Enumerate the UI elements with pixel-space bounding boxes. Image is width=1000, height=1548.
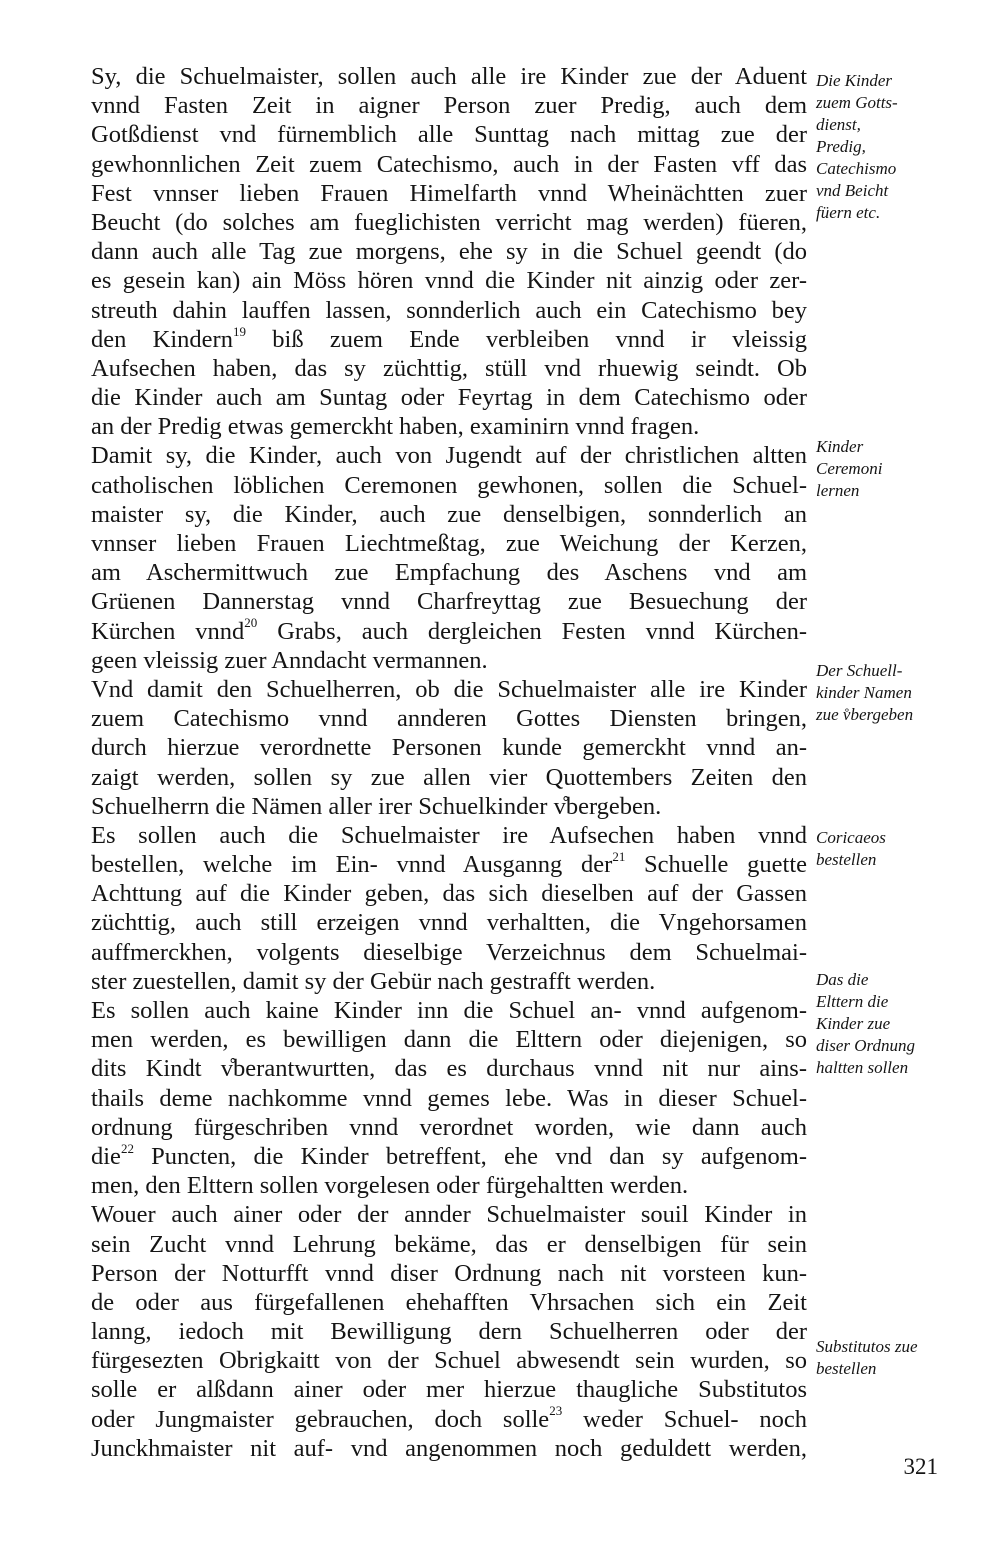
margin-note-schuelkinder-namen (816, 660, 996, 726)
margin-note-line: dienst, (816, 115, 861, 134)
margin-note-kinder-ceremoni (816, 436, 996, 502)
footnote-marker: 21 (612, 848, 626, 864)
text-line: an der Predig etwas gemerckht haben, examinirn vnnd fragen. (91, 413, 700, 441)
margin-note-coricaeos (816, 827, 996, 871)
text-line: oder Jungmaister gebrauchen, doch solle$^{23}$ weder Schuel- noch (91, 1403, 807, 1433)
text-line: solle er alßdann ainer oder mer hierzue thaugliche Substitutos (91, 1376, 807, 1404)
text-line: es gesein kan) ain Möss hören vnnd die Kinder nit ainzig oder zer- (91, 267, 807, 295)
margin-note-line: Elttern die (816, 992, 889, 1011)
text-line: Wouer auch ainer oder der annder Schuelmaister souil Kinder in (91, 1201, 807, 1229)
text-line: streuth dahin lauffen lassen, sonnderlich auch ein Catechismo bey (91, 296, 807, 324)
page-number: 321 (903, 1454, 938, 1479)
text-line: bestellen, welche im Ein- vnnd Ausganng der$^{21}$ Schuelle guette (91, 848, 808, 879)
text-line: vnnser lieben Frauen Liechtmeßtag, zue Weichung der Kerzen, (91, 530, 807, 557)
text-line: Person der Notturfft vnnd diser Ordnung nach nit vorsteen kun- (91, 1259, 807, 1287)
text-line: die$^{22}$ Puncten, die Kinder betreffent, ehe vnd dan sy aufgenom- (91, 1140, 807, 1170)
margin-note-line: Catechismo (816, 159, 897, 178)
text-line: dits Kindt v̊berantwurtten, das es durchaus vnnd nit nur ains- (91, 1055, 807, 1083)
margin-note-substitutos (816, 1336, 996, 1380)
margin-note-line: diser Ordnung (816, 1036, 916, 1055)
text-line: Junckhmaister nit auf- vnd angenommen noch geduldett werden, (91, 1434, 807, 1462)
margin-note-elttern-ordnung (816, 969, 996, 1079)
text-line: Damit sy, die Kinder, auch von Jugendt auf der christlichen altten (91, 442, 807, 470)
text-line: Kürchen vnnd$^{20}$ Grabs, auch dergleichen Festen vnnd Kürchen- (91, 615, 807, 645)
text-line: den Kindern$^{19}$ biß zuem Ende verbleiben vnnd ir vleissig (91, 323, 807, 353)
text-line: gewhonnlichen Zeit zuem Catechismo, auch in der Fasten vff das (91, 150, 807, 178)
footnote-marker: 22 (120, 1140, 134, 1156)
margin-note-line: zuem Gotts- (816, 93, 898, 112)
margin-note-line: lernen (816, 481, 860, 500)
margin-note-line: Der Schuell- (816, 661, 903, 680)
text-line: Es sollen auch kaine Kinder inn die Schuel an- vnnd aufgenom- (91, 997, 807, 1024)
text-line: die Kinder auch am Suntag oder Feyrtag in dem Catechismo oder (91, 384, 807, 412)
text-line: Aufsechen haben, das sy züchttig, stüll vnd rhuewig seindt. Ob (91, 354, 807, 382)
margin-note-line: Die Kinder (816, 71, 893, 90)
text-line: sein Zucht vnnd Lehrung bekäme, das er denselbigen für sein (91, 1230, 807, 1258)
text-line: ordnung fürgeschriben vnnd verordnet worden, wie dann auch (91, 1113, 807, 1141)
text-line: Achttung auf die Kinder geben, das sich dieselben auf der Gassen (91, 880, 807, 908)
margin-note-line: Kinder (816, 437, 864, 456)
text-line: am Aschermittwuch zue Empfachung des Aschens vnd am (91, 559, 807, 587)
margin-note-line: Coricaeos (816, 828, 886, 847)
text-line: fürgesezten Obrigkaitt von der Schuel abwesendt sein wurden, so (91, 1347, 807, 1375)
footnote-marker: 23 (549, 1403, 563, 1419)
text-line: zaigt werden, sollen sy zue allen vier Quottembers Zeiten den (91, 763, 807, 791)
text-line: lanng, iedoch mit Bewilligung dern Schuelherren oder der (91, 1318, 807, 1346)
text-line: Beucht (do solches am fueglichisten verricht mag werden) füeren, (91, 208, 807, 236)
margin-note-line: vnd Beicht (816, 181, 889, 200)
margin-note-line: haltten sollen (816, 1058, 909, 1077)
footnote-marker: 20 (244, 615, 258, 631)
footnote-marker: 19 (232, 323, 246, 339)
text-line: men, den Elttern sollen vorgelesen oder fürgehaltten werden. (91, 1172, 689, 1200)
margin-note-line: bestellen (816, 1359, 877, 1378)
margin-note-line: kinder Namen (816, 683, 912, 702)
margin-note-line: Das die (816, 970, 869, 989)
text-line: vnnd Fasten Zeit in aigner Person zuer Predig, auch dem (91, 92, 807, 120)
text-line: Sy, die Schuelmaister, sollen auch alle ire Kinder zue der Aduent (91, 63, 807, 90)
text-line: de oder aus fürgefallenen ehehafften Vhrsachen sich ein Zeit (91, 1288, 807, 1316)
text-line: Vnd damit den Schuelherren, ob die Schuelmaister alle ire Kinder (91, 675, 807, 703)
text-line: auffmerckhen, volgents dieselbige Verzeichnus dem Schuelmai- (91, 938, 807, 966)
text-line: züchttig, auch still erzeigen vnnd verhaltten, die Vngehorsamen (91, 909, 807, 937)
text-line: zuem Catechismo vnnd annderen Gottes Diensten bringen, (91, 705, 807, 733)
text-line: catholischen löblichen Ceremonen gewhonen, sollen die Schuel- (91, 471, 807, 499)
text-line: thails deme nachkomme vnnd gemes lebe. Was in dieser Schuel- (91, 1084, 807, 1112)
text-line: Gotßdienst vnd fürnemblich alle Sunttag nach mittag zue der (91, 121, 807, 149)
margin-note-kinder-gottesdienst (816, 70, 996, 224)
text-line: Grüenen Dannerstag vnnd Charfreyttag zue Besuechung der (91, 588, 807, 616)
margin-note-line: füern etc. (816, 203, 881, 222)
text-line: maister sy, die Kinder, auch zue denselbigen, sonnderlich an (91, 500, 807, 528)
text-line: dann auch alle Tag zue morgens, ehe sy in die Schuel geendt (do (91, 238, 807, 266)
text-line: geen vleissig zuer Anndacht vermannen. (91, 646, 488, 674)
text-line: durch hierzue verordnette Personen kunde gemerckht vnnd an- (91, 734, 807, 762)
text-line: Fest vnnser lieben Frauen Himelfarth vnnd Wheinächtten zuer (91, 179, 807, 207)
text-line: ster zuestellen, damit sy der Gebür nach gestrafft werden. (91, 967, 656, 995)
margin-note-line: Predig, (816, 137, 866, 156)
text-line: men werden, es bewilligen dann die Elttern oder diejenigen, so (91, 1026, 807, 1054)
margin-note-line: Kinder zue (816, 1014, 891, 1033)
margin-note-line: bestellen (816, 850, 877, 869)
text-line: Es sollen auch die Schuelmaister ire Aufsechen haben vnnd (91, 821, 807, 849)
margin-note-line: Substitutos zue (816, 1337, 918, 1356)
margin-note-line: Ceremoni (816, 459, 883, 478)
main-text-column (91, 62, 807, 1463)
text-line: Schuelherrn die Nämen aller irer Schuelkinder v̊bergeben. (91, 792, 662, 820)
margin-note-line: zue v̊bergeben (816, 705, 914, 724)
